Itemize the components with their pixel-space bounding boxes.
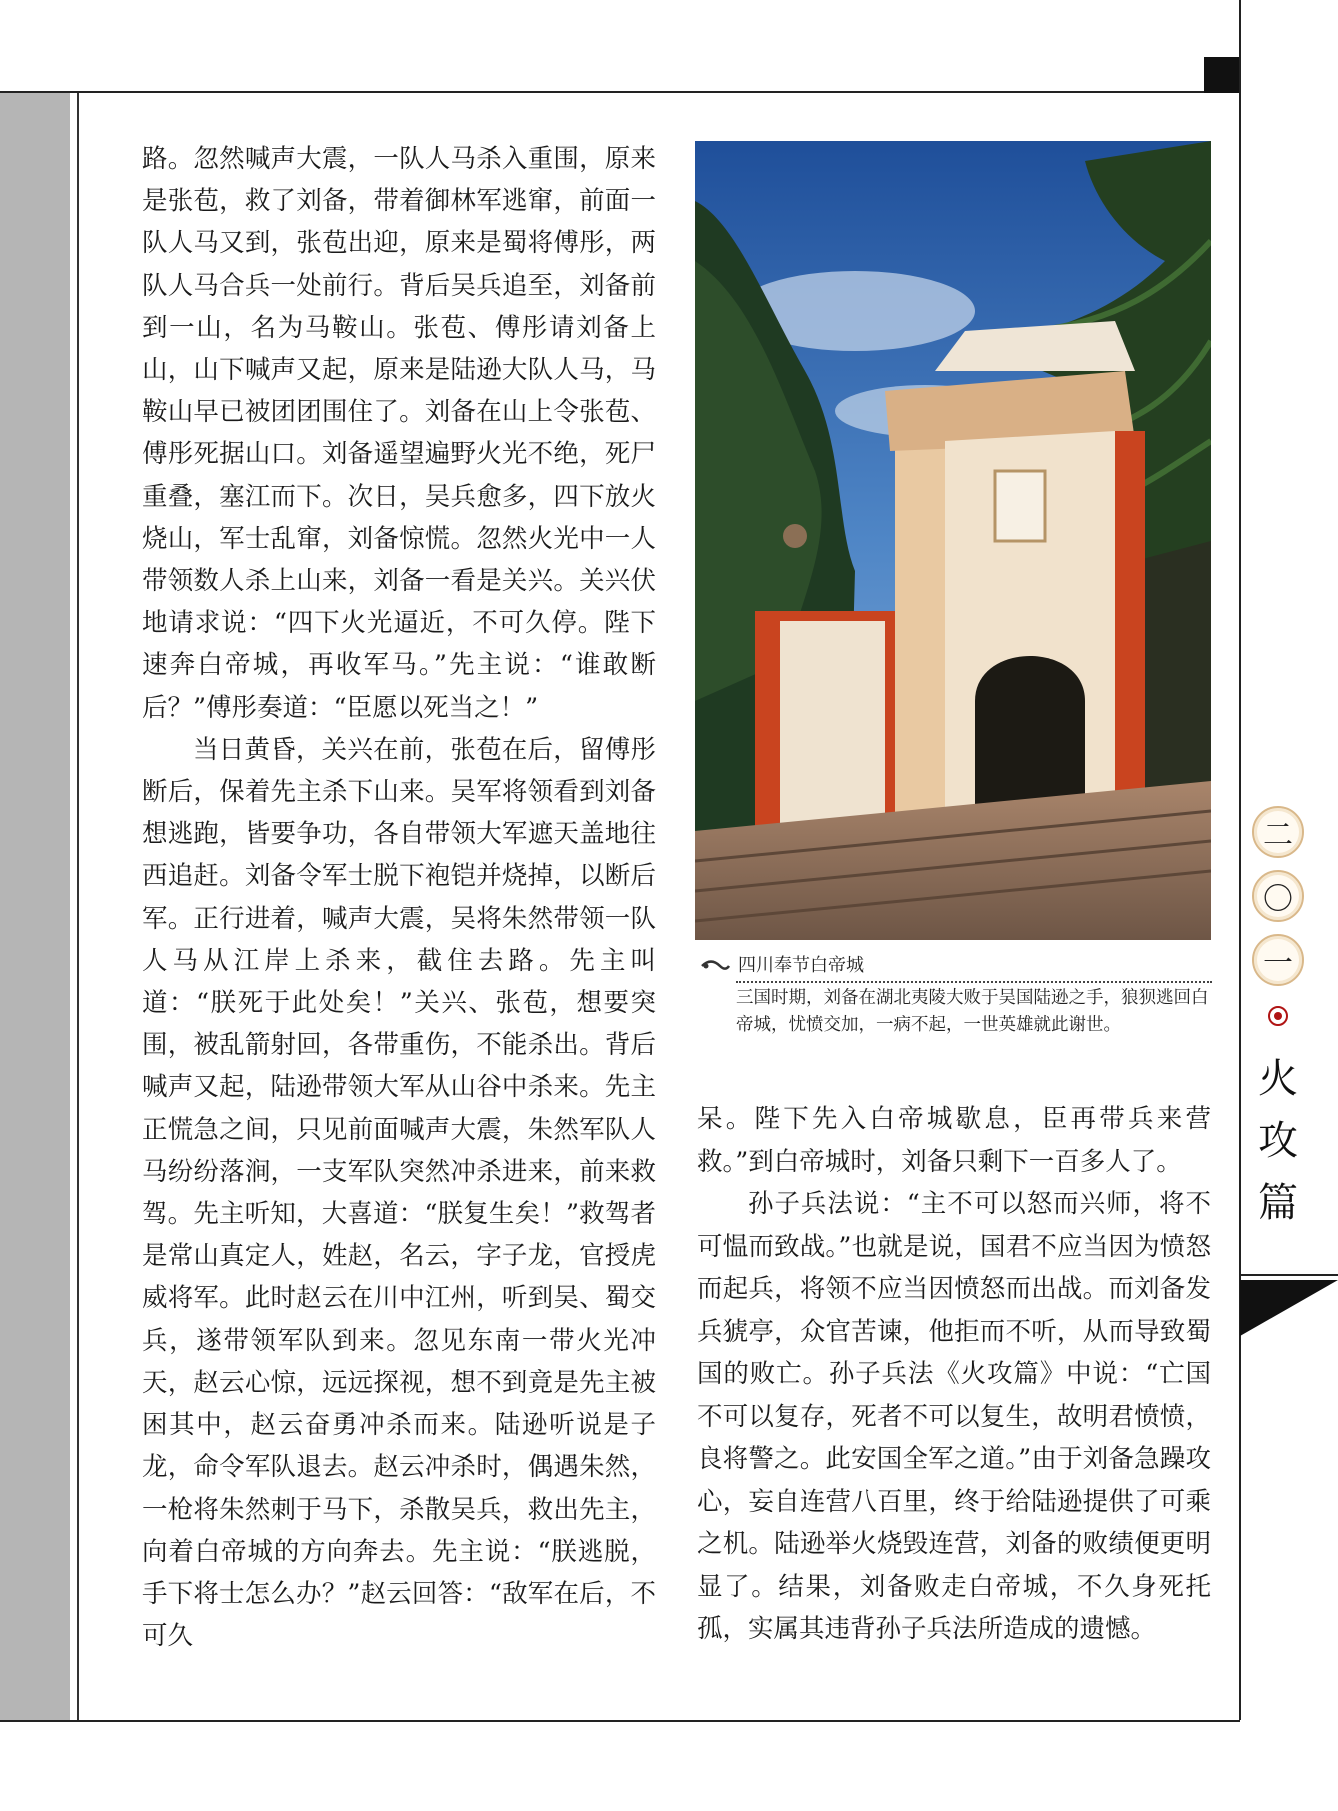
photo-caption xyxy=(700,952,1212,1039)
bullet-marker-icon xyxy=(1268,1006,1288,1026)
corner-block xyxy=(1204,57,1240,93)
page-side-tab xyxy=(1245,800,1311,1234)
margin-rule xyxy=(1239,0,1241,1720)
footer-rule xyxy=(0,1720,1240,1722)
paragraph: 呆。陛下先入白帝城歇息，臣再带兵来营救。”到白帝城时，刘备只剩下一百多人了。 xyxy=(697,1104,1211,1177)
right-text-column xyxy=(697,1098,1211,1651)
section-title-char: 篇 xyxy=(1258,1180,1298,1226)
section-title-char: 火 xyxy=(1258,1056,1298,1102)
gutter-line xyxy=(77,93,79,1720)
page-number-digit: 〇 xyxy=(1252,870,1304,922)
section-title-char: 攻 xyxy=(1258,1118,1298,1164)
gutter-bar xyxy=(0,93,70,1720)
left-text-column xyxy=(142,138,656,1657)
ornament-icon xyxy=(700,959,730,973)
caption-divider xyxy=(736,981,1212,983)
page-number-digit: 一 xyxy=(1252,934,1304,986)
paragraph: 路。忽然喊声大震，一队人马杀入重围，原来是张苞，救了刘备，带着御林军逃窜，前面一队人马又到，张苞出迎，原来是蜀将傅彤，两队人马合兵一处前行。背后吴兵追至，刘备前到一山，名为马鞍山。张苞、傅彤请刘备上山，山下喊声又起，原来是陆逊大队人马，马鞍山早已被团团围住了。刘备在山上令张苞、傅彤死据山口。刘备遥望遍野火光不绝，死尸重叠，塞江而下。次日，吴兵愈多，四下放火烧山，军士乱窜，刘备惊慌。忽然火光中一人带领数人杀上山来，刘备一看是关兴。关兴伏地请求说：“四下火光逼近，不可久停。陛下速奔白帝城，再收军马。”先主说：“谁敢断后？”傅彤奏道：“臣愿以死当之！” xyxy=(142,144,656,723)
caption-body: 三国时期，刘备在湖北夷陵大败于吴国陆逊之手，狼狈逃回白帝城，忧愤交加，一病不起，一世英雄就此谢世。 xyxy=(736,988,1209,1035)
page-number-digit: 二 xyxy=(1252,806,1304,858)
header-rule xyxy=(0,91,1240,93)
tab-rule xyxy=(1240,1274,1338,1276)
caption-title: 四川奉节白帝城 xyxy=(738,955,864,976)
paragraph: 孙子兵法说：“主不可以怒而兴师，将不可愠而致战。”也就是说，国君不应当因为愤怒而起兵，将领不应当因愤怒而出战。而刘备发兵猇亭，众官苦谏，他拒而不听，从而导致蜀国的败亡。孙子兵法《火攻篇》中说：“亡国不可以复存，死者不可以复生，故明君愤愤，良将警之。此安国全军之道。”由于刘备急躁攻心，妄自连营八百里，终于给陆逊提供了可乘之机。陆逊举火烧毁连营，刘备的败绩便更明显了。结果，刘备败走白帝城，不久身死托孤，实属其违背孙子兵法所造成的遗憾。 xyxy=(697,1189,1211,1644)
paragraph: 当日黄昏，关兴在前，张苞在后，留傅彤断后，保着先主杀下山来。吴军将领看到刘备想逃跑，皆要争功，各自带领大军遮天盖地往西追赶。刘备令军士脱下袍铠并烧掉，以断后军。正行进着，喊声大震，吴将朱然带领一队人马从江岸上杀来，截住去路。先主叫道：“朕死于此处矣！”关兴、张苞，想要突围，被乱箭射回，各带重伤，不能杀出。背后喊声又起，陆逊带领大军从山谷中杀来。先主正慌急之间，只见前面喊声大震，朱然军队人马纷纷落涧，一支军队突然冲杀进来，前来救驾。先主听知，大喜道：“朕复生矣！”救驾者是常山真定人，姓赵，名云，字子龙，官授虎威将军。此时赵云在川中江州，听到吴、蜀交兵，遂带领军队到来。忽见东南一带火光冲天，赵云心惊，远远探视，想不到竟是先主被困其中，赵云奋勇冲杀而来。陆逊听说是子龙，命令军队退去。赵云冲杀时，偶遇朱然，一枪将朱然刺于马下，杀散吴兵，救出先主，向着白帝城的方向奔去。先主说：“朕逃脱，手下将士怎么办？”赵云回答：“敌军在后，不可久 xyxy=(142,734,656,1652)
tab-wedge-icon xyxy=(1240,1280,1338,1336)
baidicheng-photo xyxy=(695,141,1211,940)
